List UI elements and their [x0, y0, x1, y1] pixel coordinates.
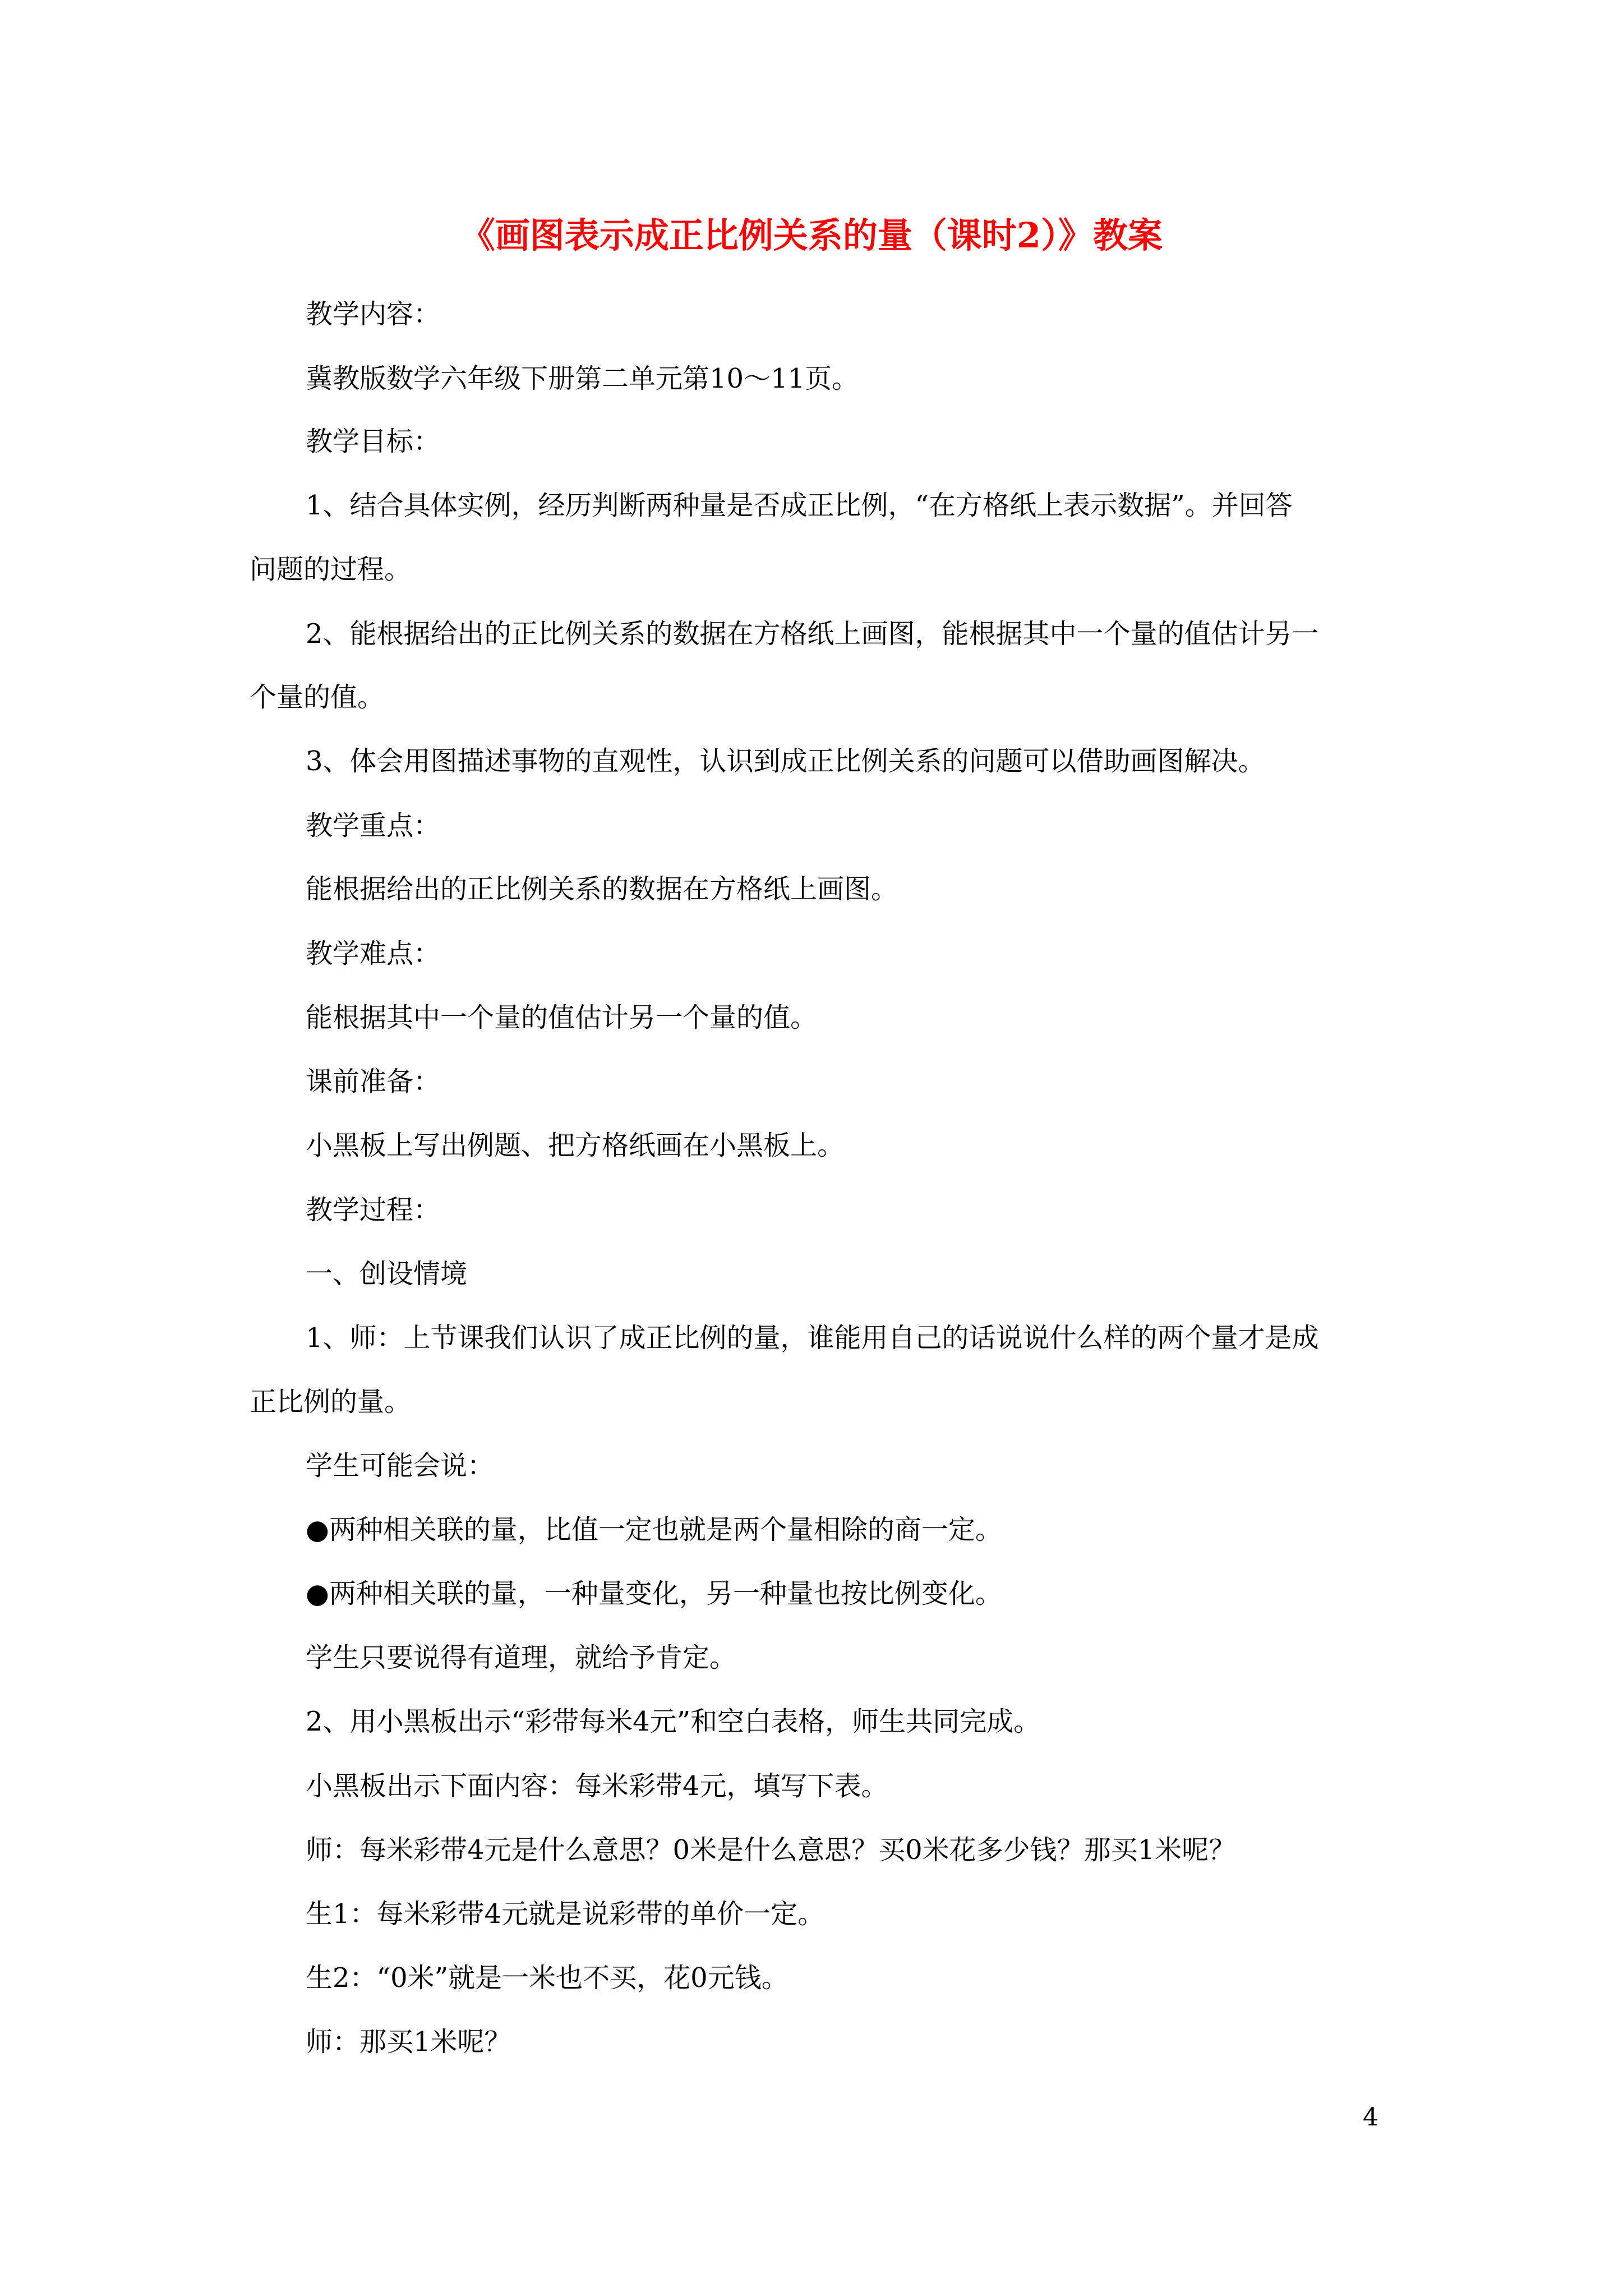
paragraph-line: 生2：“0米”就是一米也不买，花0元钱。: [306, 1962, 789, 1994]
paragraph-line: 小黑板出示下面内容：每米彩带4元，填写下表。: [306, 1770, 888, 1802]
paragraph-line: 师：那买1米呢？: [306, 2026, 511, 2058]
paragraph-line: 1、师：上节课我们认识了成正比例的量，谁能用自己的话说说什么样的两个量才是成: [306, 1322, 1319, 1354]
paragraph-line: 教学重点：: [306, 810, 441, 841]
paragraph-line: 个量的值。: [250, 682, 385, 713]
paragraph-line: 冀教版数学六年级下册第二单元第10～11页。: [306, 363, 859, 394]
paragraph-line: 3、体会用图描述事物的直观性，认识到成正比例关系的问题可以借助画图解决。: [306, 746, 1265, 777]
paragraph-line: 教学难点：: [306, 938, 441, 969]
paragraph-line: 学生只要说得有道理，就给予肯定。: [306, 1642, 737, 1673]
paragraph-line: 生1：每米彩带4元就是说彩带的单价一定。: [306, 1898, 825, 1930]
bullet-line: ●两种相关联的量，比值一定也就是两个量相除的商一定。: [306, 1514, 1002, 1545]
paragraph-line: 能根据给出的正比例关系的数据在方格纸上画图。: [306, 873, 898, 905]
paragraph-line: 2、能根据给出的正比例关系的数据在方格纸上画图，能根据其中一个量的值估计另一: [306, 618, 1319, 650]
document-title: 《画图表示成正比例关系的量（课时2）》教案: [460, 215, 1163, 256]
paragraph-line: 教学内容：: [306, 298, 441, 330]
paragraph-line: 能根据其中一个量的值估计另一个量的值。: [306, 1002, 818, 1033]
bullet-line: ●两种相关联的量，一种量变化，另一种量也按比例变化。: [306, 1578, 1002, 1609]
paragraph-line: 教学目标：: [306, 426, 441, 457]
paragraph-line: 学生可能会说：: [306, 1450, 495, 1481]
paragraph-line: 小黑板上写出例题、把方格纸画在小黑板上。: [306, 1130, 845, 1161]
paragraph-line: 课前准备：: [306, 1066, 441, 1097]
paragraph-line: 一、创设情境: [306, 1258, 468, 1290]
paragraph-line: 正比例的量。: [250, 1386, 412, 1418]
paragraph-line: 1、结合具体实例，经历判断两种量是否成正比例，“在方格纸上表示数据”。并回答: [306, 490, 1293, 521]
page-number: 4: [1363, 2103, 1378, 2132]
paragraph-line: 2、用小黑板出示“彩带每米4元”和空白表格，师生共同完成。: [306, 1706, 1041, 1737]
paragraph-line: 问题的过程。: [250, 554, 412, 585]
paragraph-line: 教学过程：: [306, 1194, 441, 1226]
paragraph-line: 师：每米彩带4元是什么意思？0米是什么意思？买0米花多少钱？那买1米呢？: [306, 1834, 1236, 1866]
